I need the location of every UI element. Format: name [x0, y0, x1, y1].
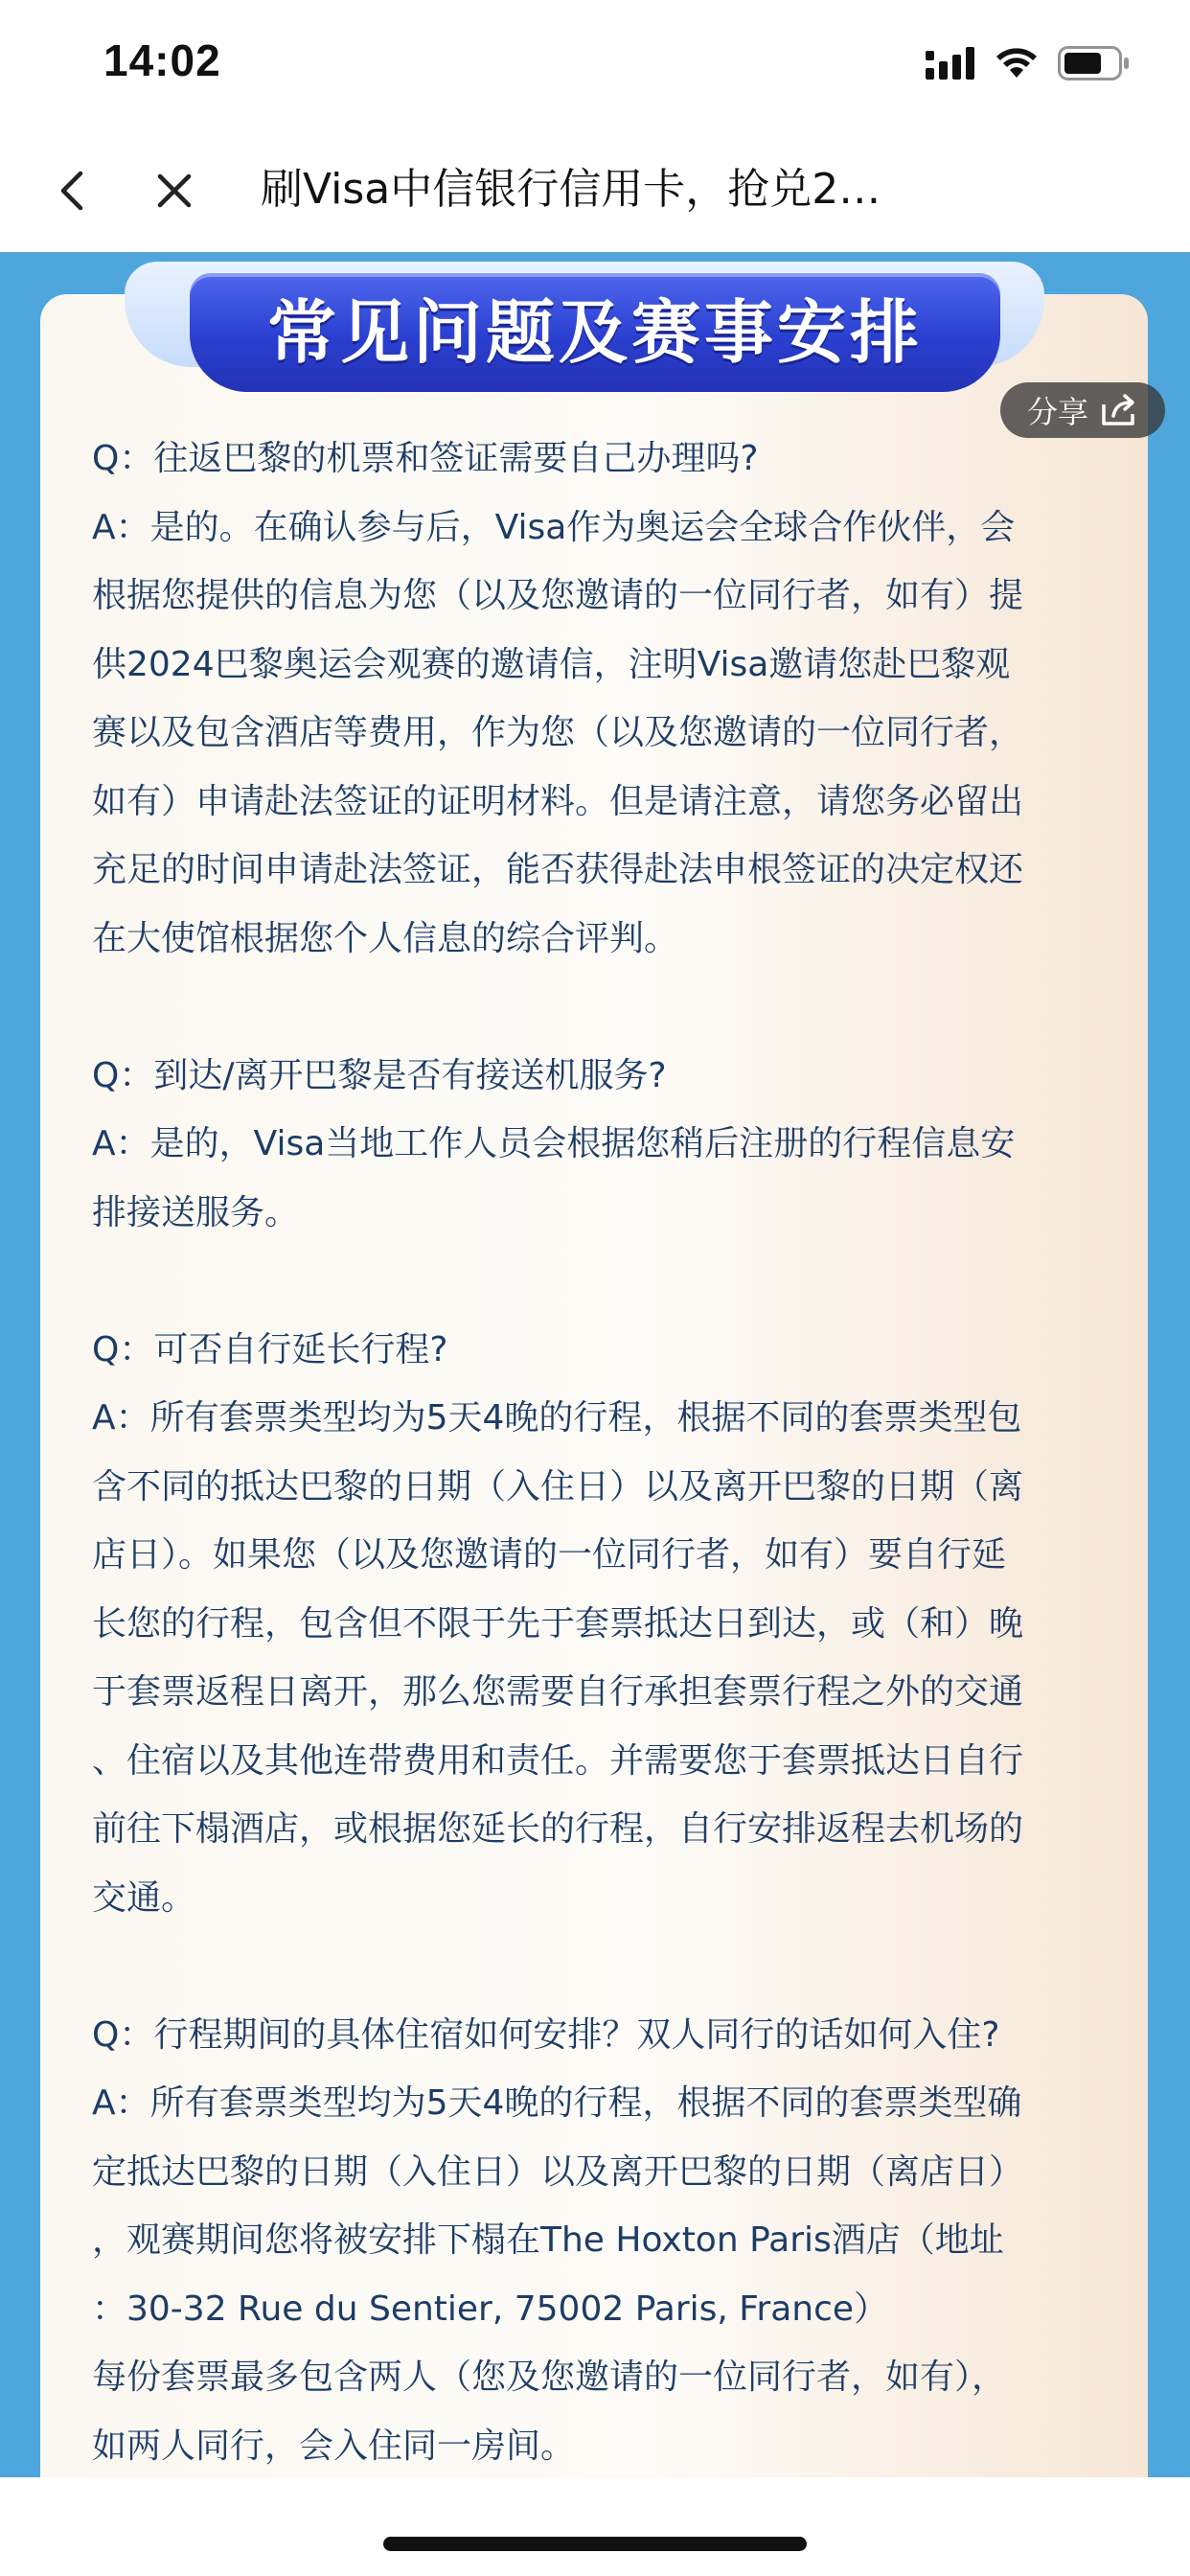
faq-answer-line: 在大使馆根据您个人信息的综合评判。	[92, 918, 679, 958]
status-icons	[926, 44, 1131, 82]
faq-answer-line: 如两人同行，会入住同一房间。	[92, 2426, 576, 2466]
nav-bar	[0, 129, 1190, 252]
faq-question: Q：往返巴黎的机票和签证需要自己办理吗?	[92, 439, 759, 478]
close-icon[interactable]	[146, 162, 203, 219]
faq-answer-line: 根据您提供的信息为您（以及您邀请的一位同行者，如有）提	[92, 576, 1024, 615]
faq-answer-line: A：所有套票类型均为5天4晚的行程，根据不同的套票类型确	[92, 2083, 1022, 2123]
back-arrow-icon[interactable]	[46, 162, 103, 219]
webview-content[interactable]	[0, 252, 1190, 2477]
faq-answer-line: 含不同的抵达巴黎的日期（入住日）以及离开巴黎的日期（离	[92, 1466, 1024, 1506]
faq-answer-line: 供2024巴黎奥运会观赛的邀请信，注明Visa邀请您赴巴黎观	[92, 644, 1011, 684]
faq-answer-line: 定抵达巴黎的日期（入住日）以及离开巴黎的日期（离店日）	[92, 2151, 1024, 2192]
faq-answer-line: 交通。	[92, 1877, 196, 1918]
faq-answer-line: 于套票返程日离开，那么您需要自行承担套票行程之外的交通	[92, 1672, 1024, 1712]
faq-answer-line: A：所有套票类型均为5天4晚的行程，根据不同的套票类型包	[92, 1398, 1022, 1438]
faq-question: Q：可否自行延长行程?	[92, 1329, 448, 1369]
faq-answer-line: 长您的行程，包含但不限于先于套票抵达日到达，或（和）晚	[92, 1603, 1024, 1644]
home-indicator-area	[0, 2477, 1190, 2576]
wifi-icon	[995, 47, 1039, 80]
faq-answer-line: 、住宿以及其他连带费用和责任。并需要您于套票抵达日自行	[92, 1740, 1024, 1781]
faq-item	[92, 425, 1108, 973]
faq-item	[92, 1316, 1108, 1933]
faq-answer-line: A：是的。在确认参与后，Visa作为奥运会全球合作伙伴，会	[92, 507, 1016, 547]
faq-answer-line: 店日）。如果您（以及您邀请的一位同行者，如有）要自行延	[92, 1535, 1007, 1575]
banner-title: 常见问题及赛事安排	[266, 292, 923, 373]
faq-answer-line: 赛以及包含酒店等费用，作为您（以及您邀请的一位同行者，	[92, 713, 1024, 752]
cellular-signal-icon	[926, 47, 975, 80]
faq-answer-line: ，观赛期间您将被安排下榻在The Hoxton Paris酒店（地址	[92, 2220, 1004, 2260]
faq-item	[92, 1042, 1108, 1248]
share-icon	[1100, 393, 1138, 427]
home-indicator[interactable]	[383, 2537, 807, 2551]
status-bar	[0, 0, 1190, 129]
page-title: 刷Visa中信银行信用卡，抢兑2…	[261, 165, 881, 214]
status-time: 14:02	[103, 35, 221, 85]
battery-icon	[1058, 46, 1131, 80]
faq-answer-line: 如有）申请赴法签证的证明材料。但是请注意，请您务必留出	[92, 781, 1024, 821]
faq-answer-line: 每份套票最多包含两人（您及您邀请的一位同行者，如有），	[92, 2358, 1007, 2397]
faq-answer-line: 前往下榻酒店，或根据您延长的行程，自行安排返程去机场的	[92, 1809, 1024, 1849]
faq-answer-line: A：是的，Visa当地工作人员会根据您稍后注册的行程信息安	[92, 1124, 1016, 1163]
faq-list	[92, 425, 1108, 2477]
share-label: 分享	[1026, 394, 1088, 430]
faq-question: Q：行程期间的具体住宿如何安排？双人同行的话如何入住?	[92, 2014, 1000, 2055]
faq-answer-line: 排接送服务。	[92, 1192, 300, 1232]
faq-question: Q：到达/离开巴黎是否有接送机服务?	[92, 1055, 667, 1095]
faq-item	[92, 2001, 1108, 2478]
faq-answer-line: 充足的时间申请赴法签证，能否获得赴法申根签证的决定权还	[92, 850, 1024, 889]
faq-answer-line: ：30-32 Rue du Sentier, 75002 Paris, France）	[92, 2288, 889, 2329]
